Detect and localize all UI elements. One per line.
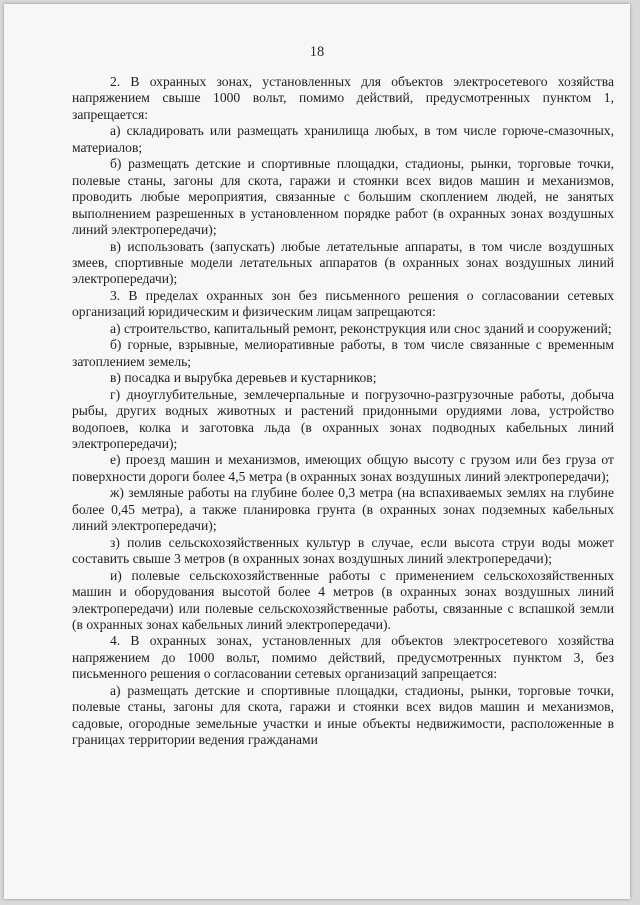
paragraph-3v: в) посадка и вырубка деревьев и кустарников; xyxy=(110,370,377,386)
paragraph-3-intro: 3. В пределах охранных зон без письменного решения о согласовании сетевых организаций юридическим и физическим лицам запрещаются: xyxy=(72,287,614,320)
paragraph-3b: б) горные, взрывные, мелиоративные работы, в том числе связанные с временным затоплением земель; xyxy=(72,337,614,369)
paragraph-3zh: ж) земляные работы на глубине более 0,3 метра (на вспахиваемых землях на глубине более 0,45 метра), а также планировка грунта (в охранных зонах подземных кабельных линий электропередачи); xyxy=(72,485,614,534)
paragraph-3e: е) проезд машин и механизмов, имеющих общую высоту с грузом или без груза от поверхности дороги более 4,5 метра (в охранных зонах воздушных линий электропередачи); xyxy=(72,452,614,484)
paragraph-4-intro: 4. В охранных зонах, установленных для объектов электросетевого хозяйства напряжением до 1000 вольт, помимо действий, предусмотренных пунктом 3, без письменного решения о согласовании сетевых организаций запрещается: xyxy=(72,633,614,682)
paragraph-3g: г) дноуглубительные, землечерпальные и погрузочно-разгрузочные работы, добыча рыбы, других водных животных и растений придонными орудиями лова, устройство водопоев, колка и заготовка льда (в охранных зонах подводных кабельных линий электропередачи); xyxy=(72,386,614,451)
paragraph-2v: в) использовать (запускать) любые летательные аппараты, в том числе воздушных змеев, спортивные модели летательных аппаратов (в охранных зонах воздушных линий электропередачи); xyxy=(72,238,614,287)
paragraph-3a: а) строительство, капитальный ремонт, реконструкция или снос зданий и сооружений; xyxy=(110,320,612,336)
paragraph-4a: а) размещать детские и спортивные площадки, стадионы, рынки, торговые точки, полевые станы, загоны для скота, гаражи и стоянки всех видов машин и механизмов, садовые, огородные земельные участки и иные объекты недвижимости, расположенные в границах территории ведения гражданами xyxy=(72,682,614,748)
paragraph-3i: и) полевые сельскохозяйственные работы с применением сельскохозяйственных машин и оборудования высотой более 4 метров (в охранных зонах воздушных линий электропередачи) или полевые сельскохозяйственные работы, связанные с вспашкой земли (в охранных зонах кабельных линий электропередачи). xyxy=(72,567,614,632)
paragraph-2b: б) размещать детские и спортивные площадки, стадионы, рынки, торговые точки, полевые станы, загоны для скота, гаражи и стоянки всех видов машин и механизмов, проводить любые мероприятия, связанные с большим скоплением людей, не занятых выполнением разрешенных в установленном порядке работ (в охранных зонах воздушных линий электропередачи); xyxy=(72,156,614,238)
document-page xyxy=(4,4,630,899)
paragraph-2a: а) складировать или размещать хранилища любых, в том числе горюче-смазочных, материалов; xyxy=(72,123,614,155)
paragraph-3z: з) полив сельскохозяйственных культур в случае, если высота струи воды может составить свыше 3 метров (в охранных зонах воздушных линий электропередачи); xyxy=(72,534,614,567)
document-body xyxy=(72,74,614,749)
paragraph-2-intro: 2. В охранных зонах, установленных для объектов электросетевого хозяйства напряжением свыше 1000 вольт, помимо действий, предусмотренных пунктом 1, запрещается: xyxy=(72,74,614,122)
page-number: 18 xyxy=(309,44,325,60)
